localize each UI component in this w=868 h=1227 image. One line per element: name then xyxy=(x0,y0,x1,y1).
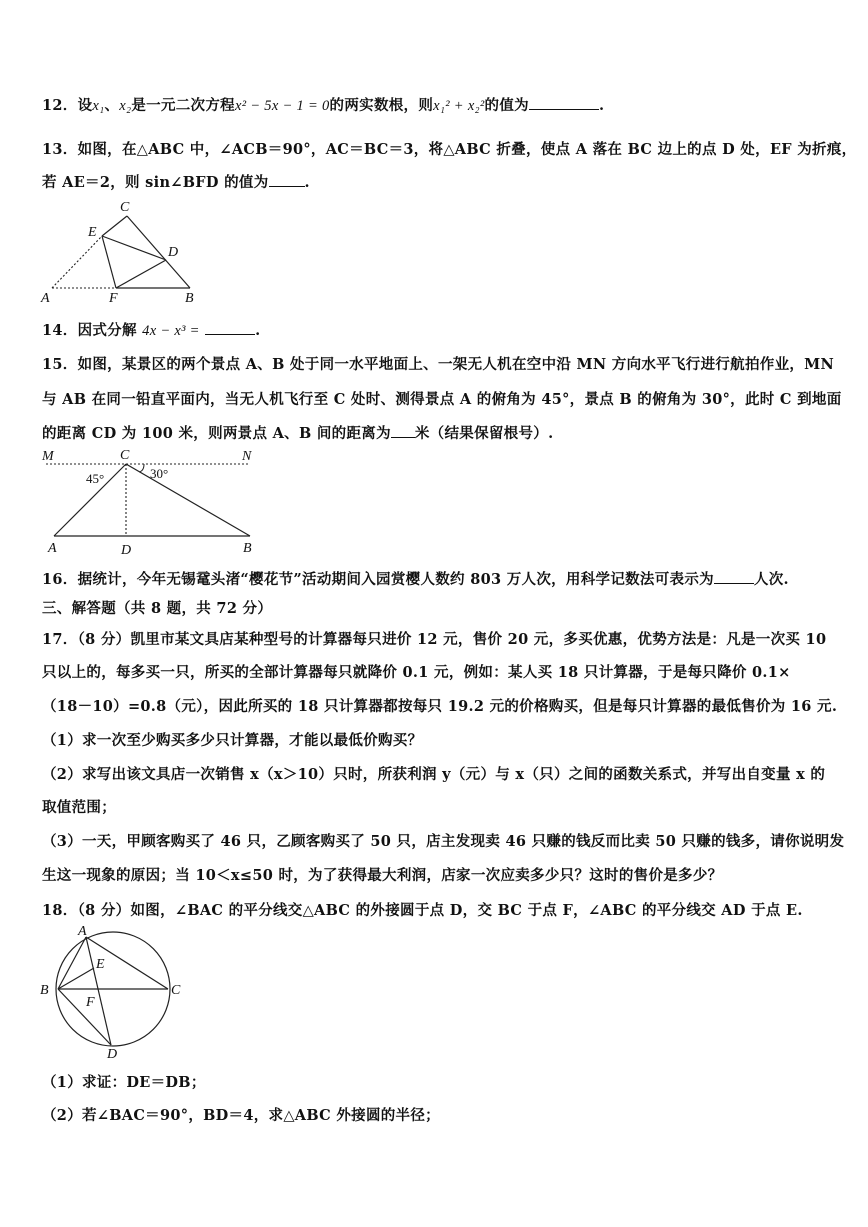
label-A: A xyxy=(48,541,57,556)
label-B: B xyxy=(243,541,252,556)
question-15-line-1: 15．如图，某景区的两个景点 A、B 处于同一水平地面上、一架无人机在空中沿 MN 方向水平飞行进行航拍作业，MN xyxy=(42,356,835,373)
q15-text: 的距离 CD 为 100 米，则两景点 A、B 间的距离为 xyxy=(42,425,391,442)
figure-q15-drone xyxy=(38,446,268,558)
answer-blank[interactable] xyxy=(391,423,415,438)
q12-x1: x₁ xyxy=(92,98,105,114)
segment-EC xyxy=(102,216,127,236)
question-15-line-2: 与 AB 在同一铅直平面内，当无人机飞行至 C 处时、测得景点 A 的俯角为 45°，景点 B 的俯角为 30°，此时 C 到地面 xyxy=(42,391,842,408)
segment-BD xyxy=(58,989,111,1045)
q12-sep: 、 xyxy=(104,97,120,114)
label-N: N xyxy=(242,449,252,464)
q15-end: 米（结果保留根号）. xyxy=(414,425,554,442)
q12-text-2: 的两实数根，则 xyxy=(329,97,434,114)
q12-x2: x₂ xyxy=(119,98,132,114)
segment-AE xyxy=(52,236,102,288)
question-13-line-2 xyxy=(42,171,310,192)
question-18-part-2: （2）若∠BAC＝90°，BD＝4，求△ABC 外接圆的半径； xyxy=(42,1107,440,1124)
label-angle-45: 45° xyxy=(86,471,105,486)
question-16 xyxy=(42,568,789,589)
question-14 xyxy=(42,319,260,340)
segment-CB xyxy=(126,464,250,536)
label-D: D xyxy=(107,1047,118,1060)
label-B: B xyxy=(40,983,49,998)
question-13-line-1: 13．如图，在△ABC 中，∠ACB＝90°，AC＝BC＝3，将△ABC 折叠，使点 A 落在 BC 边上的点 D 处，EF 为折痕， xyxy=(42,141,857,158)
figure-q13-triangle xyxy=(38,198,208,306)
figure-q18-circle xyxy=(36,922,186,1060)
q12-text: 是一元二次方程 xyxy=(131,97,235,114)
question-17-part-3-line-1: （3）一天，甲顾客购买了 46 只，乙顾客购买了 50 只，店主发现卖 46 只赚的钱反而比卖 50 只赚的钱多，请你说明发 xyxy=(42,833,845,850)
angle-arc-30 xyxy=(139,464,144,472)
label-E: E xyxy=(88,225,97,240)
segment-FD xyxy=(116,260,166,288)
q12-expression: x₁² + x₂² xyxy=(433,98,485,114)
label-E: E xyxy=(96,957,105,972)
answer-blank[interactable] xyxy=(714,569,754,584)
answer-blank[interactable] xyxy=(205,320,255,335)
question-12 xyxy=(42,94,604,115)
label-D: D xyxy=(168,245,179,260)
q12-suffix: 的值为 xyxy=(484,97,529,114)
question-17-line-3: （18－10）=0.8（元），因此所买的 18 只计算器都按每只 19.2 元的价格购买，但是每只计算器的最低售价为 16 元. xyxy=(42,698,838,715)
q12-end: . xyxy=(598,97,605,114)
q16-text: 16．据统计，今年无锡鼋头渚“樱花节”活动期间入园赏樱人数约 803 万人次，用科学记数法可表示为 xyxy=(42,571,714,588)
question-17-line-2: 只以上的，每多买一只，所买的全部计算器每只就降价 0.1 元，例如：某人买 18 只计算器，于是每只降价 0.1× xyxy=(42,664,791,681)
question-17-part-3-line-2: 生这一现象的原因；当 10＜x≤50 时，为了获得最大利润，店家一次应卖多少只？这时的售价是多少？ xyxy=(42,867,723,884)
q14-expression: 4x − x³ = xyxy=(142,323,200,339)
q14-prefix: 14．因式分解 xyxy=(42,322,137,339)
question-17-part-2-line-2: 取值范围； xyxy=(42,799,116,816)
q12-equation: x² − 5x − 1 = 0 xyxy=(234,98,330,114)
label-A: A xyxy=(78,924,87,939)
section-heading: 三、解答题（共 8 题，共 72 分） xyxy=(42,600,273,617)
q13-end: . xyxy=(304,174,310,191)
answer-blank[interactable] xyxy=(529,95,599,110)
q14-end: . xyxy=(255,322,261,339)
question-18-line-1: 18．（8 分）如图，∠BAC 的平分线交△ABC 的外接圆于点 D，交 BC 于点 F，∠ABC 的平分线交 AD 于点 E. xyxy=(42,902,803,919)
label-C: C xyxy=(120,448,130,463)
label-M: M xyxy=(42,449,54,464)
answer-blank[interactable] xyxy=(269,172,305,187)
segment-EF xyxy=(102,236,116,288)
question-15-line-3 xyxy=(42,422,553,443)
label-F: F xyxy=(86,995,95,1010)
label-D: D xyxy=(121,543,132,558)
label-C: C xyxy=(120,200,130,215)
label-angle-30: 30° xyxy=(150,466,169,481)
question-17-part-1: （1）求一次至少购买多少只计算器，才能以最低价购买？ xyxy=(42,732,423,749)
q12-prefix: 12．设 xyxy=(42,97,93,114)
question-17-part-2-line-1: （2）求写出该文具店一次销售 x（x＞10）只时，所获利润 y（元）与 x（只）之间的函数关系式，并写出自变量 x 的 xyxy=(42,766,826,783)
segment-ED xyxy=(102,236,166,260)
label-F: F xyxy=(109,291,118,306)
label-B: B xyxy=(185,291,194,306)
segment-AD xyxy=(86,937,111,1045)
question-18-part-1: （1）求证：DE＝DB； xyxy=(42,1074,206,1091)
label-C: C xyxy=(171,983,181,998)
label-A: A xyxy=(41,291,50,306)
question-17-line-1: 17．（8 分）凯里市某文具店某种型号的计算器每只进价 12 元，售价 20 元，多买优惠，优势方法是：凡是一次买 10 xyxy=(42,631,827,648)
q13-text: 若 AE＝2，则 sin∠BFD 的值为 xyxy=(42,174,269,191)
q16-end: 人次. xyxy=(753,571,789,588)
